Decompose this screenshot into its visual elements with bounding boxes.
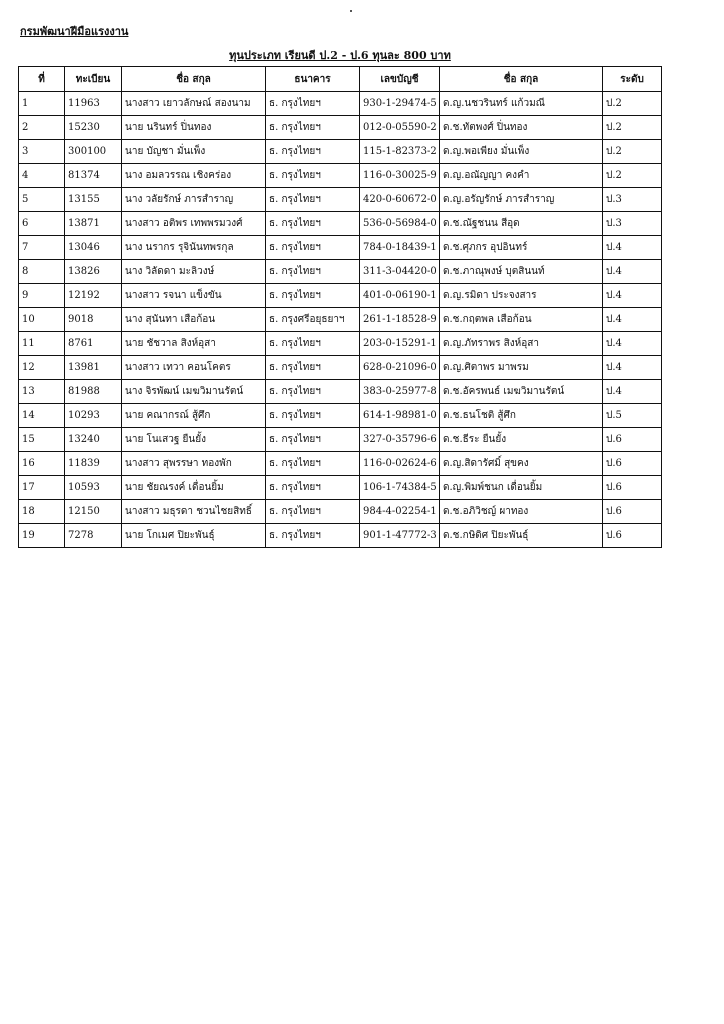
registration-cell: 13826 xyxy=(65,260,122,284)
grade-level-cell: ป.4 xyxy=(603,380,662,404)
registration-cell: 13240 xyxy=(65,428,122,452)
account-number-cell: 784-0-18439-1 xyxy=(360,236,440,260)
student-name-cell: ด.ญ.อรัญรักษ์ ภารสำราญ xyxy=(440,188,603,212)
table-row xyxy=(19,524,662,548)
row-number: 13 xyxy=(19,380,65,404)
account-number-cell: 116-0-30025-9 xyxy=(360,164,440,188)
row-number: 14 xyxy=(19,404,65,428)
bank-cell: ธ. กรุงไทยฯ xyxy=(266,452,360,476)
student-name-cell: ด.ช.กฤตพล เสือก้อน xyxy=(440,308,603,332)
table-row xyxy=(19,260,662,284)
registration-cell: 12150 xyxy=(65,500,122,524)
student-name-cell: ด.ช.ภาณุพงษ์ บุตสินนท์ xyxy=(440,260,603,284)
account-number-cell: 401-0-06190-1 xyxy=(360,284,440,308)
bank-cell: ธ. กรุงไทยฯ xyxy=(266,116,360,140)
student-name-cell: ด.ญ.รมิดา ประจงสาร xyxy=(440,284,603,308)
registration-cell: 10293 xyxy=(65,404,122,428)
student-name-cell: ด.ช.ณัฐชนน สีอุด xyxy=(440,212,603,236)
bank-cell: ธ. กรุงไทยฯ xyxy=(266,284,360,308)
applicant-name-cell: นาง วิลัดดา มะลิวงษ์ xyxy=(122,260,266,284)
applicant-name-cell: นางสาว อติพร เทพพรมวงศ์ xyxy=(122,212,266,236)
applicant-name-cell: นาย โนเสวฐ ยืนยั้ง xyxy=(122,428,266,452)
registration-cell: 13981 xyxy=(65,356,122,380)
registration-cell: 15230 xyxy=(65,116,122,140)
account-number-cell: 203-0-15291-1 xyxy=(360,332,440,356)
row-number: 11 xyxy=(19,332,65,356)
student-name-cell: ด.ญ.พอเพียง มั่นเพ็ง xyxy=(440,140,603,164)
table-row xyxy=(19,92,662,116)
grade-level-cell: ป.4 xyxy=(603,236,662,260)
table-row xyxy=(19,500,662,524)
student-name-cell: ด.ช.ธนโชติ สู้ศึก xyxy=(440,404,603,428)
bank-cell: ธ. กรุงไทยฯ xyxy=(266,188,360,212)
grade-level-cell: ป.3 xyxy=(603,212,662,236)
column-header-student-name: ชื่อ สกุล xyxy=(440,67,603,92)
registration-cell: 8761 xyxy=(65,332,122,356)
bank-cell: ธ. กรุงไทยฯ xyxy=(266,380,360,404)
grade-level-cell: ป.3 xyxy=(603,188,662,212)
applicant-name-cell: นาง นรากร รุจินันทพรกุล xyxy=(122,236,266,260)
bank-cell: ธ. กรุงศรีอยุธยาฯ xyxy=(266,308,360,332)
applicant-name-cell: นาง วลัยรักษ์ ภารสำราญ xyxy=(122,188,266,212)
registration-cell: 13046 xyxy=(65,236,122,260)
table-row xyxy=(19,236,662,260)
grade-level-cell: ป.4 xyxy=(603,308,662,332)
grade-level-cell: ป.6 xyxy=(603,452,662,476)
table-row xyxy=(19,380,662,404)
grade-level-cell: ป.2 xyxy=(603,140,662,164)
applicant-name-cell: นางสาว เทวา คอนโคตร xyxy=(122,356,266,380)
account-number-cell: 115-1-82373-2 xyxy=(360,140,440,164)
grade-level-cell: ป.2 xyxy=(603,116,662,140)
account-number-cell: 420-0-60672-0 xyxy=(360,188,440,212)
account-number-cell: 327-0-35796-6 xyxy=(360,428,440,452)
column-header-bank: ธนาคาร xyxy=(266,67,360,92)
applicant-name-cell: นาง สุนันทา เสือก้อน xyxy=(122,308,266,332)
row-number: 2 xyxy=(19,116,65,140)
table-header-row xyxy=(19,67,662,92)
account-number-cell: 012-0-05590-2 xyxy=(360,116,440,140)
registration-cell: 300100 xyxy=(65,140,122,164)
applicant-name-cell: นาย ชัชวาล สิงห์อุสา xyxy=(122,332,266,356)
account-number-cell: 311-3-04420-0 xyxy=(360,260,440,284)
bank-cell: ธ. กรุงไทยฯ xyxy=(266,236,360,260)
applicant-name-cell: นาย โกเมศ ปิยะพันธุ์ xyxy=(122,524,266,548)
row-number: 17 xyxy=(19,476,65,500)
account-number-cell: 383-0-25977-8 xyxy=(360,380,440,404)
row-number: 18 xyxy=(19,500,65,524)
applicant-name-cell: นาย คณากรณ์ สู้ศึก xyxy=(122,404,266,428)
row-number: 5 xyxy=(19,188,65,212)
registration-cell: 12192 xyxy=(65,284,122,308)
applicant-name-cell: นางสาว สุพรรษา ทองพัก xyxy=(122,452,266,476)
account-number-cell: 901-1-47772-3 xyxy=(360,524,440,548)
applicant-name-cell: นาย ชัยณรงค์ เดื่อนยิ้ม xyxy=(122,476,266,500)
column-header-no: ที่ xyxy=(19,67,65,92)
table-body xyxy=(19,92,662,548)
student-name-cell: ด.ญ.ภัทราพร สิงห์อุสา xyxy=(440,332,603,356)
row-number: 1 xyxy=(19,92,65,116)
table-row xyxy=(19,140,662,164)
grade-level-cell: ป.5 xyxy=(603,404,662,428)
grade-level-cell: ป.6 xyxy=(603,524,662,548)
grade-level-cell: ป.4 xyxy=(603,284,662,308)
grade-level-cell: ป.6 xyxy=(603,428,662,452)
row-number: 12 xyxy=(19,356,65,380)
account-number-cell: 116-0-02624-6 xyxy=(360,452,440,476)
column-header-applicant-name: ชื่อ สกุล xyxy=(122,67,266,92)
applicant-name-cell: นางสาว เยาวลักษณ์ สองนาม xyxy=(122,92,266,116)
table-row xyxy=(19,404,662,428)
table-row xyxy=(19,428,662,452)
account-number-cell: 106-1-74384-5 xyxy=(360,476,440,500)
bank-cell: ธ. กรุงไทยฯ xyxy=(266,524,360,548)
table-row xyxy=(19,188,662,212)
table-row xyxy=(19,452,662,476)
bank-cell: ธ. กรุงไทยฯ xyxy=(266,404,360,428)
scholarship-table xyxy=(18,66,662,548)
table-row xyxy=(19,164,662,188)
applicant-name-cell: นาง อมลวรรณ เชิงคร่อง xyxy=(122,164,266,188)
registration-cell: 13871 xyxy=(65,212,122,236)
grade-level-cell: ป.4 xyxy=(603,332,662,356)
student-name-cell: ด.ช.อภิวิชญ์ ผาทอง xyxy=(440,500,603,524)
registration-cell: 81988 xyxy=(65,380,122,404)
student-name-cell: ด.ญ.ศิตาพร มาพรม xyxy=(440,356,603,380)
row-number: 15 xyxy=(19,428,65,452)
bank-cell: ธ. กรุงไทยฯ xyxy=(266,332,360,356)
bank-cell: ธ. กรุงไทยฯ xyxy=(266,476,360,500)
account-number-cell: 984-4-02254-1 xyxy=(360,500,440,524)
row-number: 9 xyxy=(19,284,65,308)
bank-cell: ธ. กรุงไทยฯ xyxy=(266,428,360,452)
column-header-account-number: เลขบัญชี xyxy=(360,67,440,92)
row-number: 8 xyxy=(19,260,65,284)
registration-cell: 13155 xyxy=(65,188,122,212)
student-name-cell: ด.ญ.อณัญญา คงคำ xyxy=(440,164,603,188)
applicant-name-cell: นางสาว มธุรดา ชวนไชยสิทธิ์ xyxy=(122,500,266,524)
department-heading: กรมพัฒนาฝีมือแรงงาน xyxy=(20,25,129,38)
student-name-cell: ด.ช.ทัตพงศ์ ปิ่นทอง xyxy=(440,116,603,140)
student-name-cell: ด.ญ.สิดารัศมิ์ สุขคง xyxy=(440,452,603,476)
grade-level-cell: ป.4 xyxy=(603,260,662,284)
registration-cell: 11839 xyxy=(65,452,122,476)
row-number: 6 xyxy=(19,212,65,236)
applicant-name-cell: นาย บัญชา มั่นเพ็ง xyxy=(122,140,266,164)
bank-cell: ธ. กรุงไทยฯ xyxy=(266,500,360,524)
grade-level-cell: ป.6 xyxy=(603,476,662,500)
registration-cell: 81374 xyxy=(65,164,122,188)
table-row xyxy=(19,116,662,140)
grade-level-cell: ป.4 xyxy=(603,356,662,380)
row-number: 16 xyxy=(19,452,65,476)
table-row xyxy=(19,284,662,308)
column-header-registration: ทะเบียน xyxy=(65,67,122,92)
row-number: 19 xyxy=(19,524,65,548)
bank-cell: ธ. กรุงไทยฯ xyxy=(266,164,360,188)
grade-level-cell: ป.2 xyxy=(603,164,662,188)
account-number-cell: 614-1-98981-0 xyxy=(360,404,440,428)
student-name-cell: ด.ญ.พิมพ์ชนก เดื่อนยิ้ม xyxy=(440,476,603,500)
account-number-cell: 628-0-21096-0 xyxy=(360,356,440,380)
student-name-cell: ด.ช.ศุภกร อุปอินทร์ xyxy=(440,236,603,260)
table-row xyxy=(19,476,662,500)
account-number-cell: 930-1-29474-5 xyxy=(360,92,440,116)
document-title: ทุนประเภท เรียนดี ป.2 - ป.6 ทุนละ 800 บาท xyxy=(229,49,451,62)
student-name-cell: ด.ช.ธีระ ยืนยั้ง xyxy=(440,428,603,452)
scan-speck xyxy=(350,10,352,12)
table-row xyxy=(19,212,662,236)
grade-level-cell: ป.6 xyxy=(603,500,662,524)
bank-cell: ธ. กรุงไทยฯ xyxy=(266,140,360,164)
table-row xyxy=(19,356,662,380)
applicant-name-cell: นางสาว รจนา แข็งขัน xyxy=(122,284,266,308)
registration-cell: 7278 xyxy=(65,524,122,548)
table-row xyxy=(19,308,662,332)
applicant-name-cell: นาง จิรพัฒน์ เมฆวิมานรัตน์ xyxy=(122,380,266,404)
bank-cell: ธ. กรุงไทยฯ xyxy=(266,212,360,236)
row-number: 7 xyxy=(19,236,65,260)
registration-cell: 9018 xyxy=(65,308,122,332)
student-name-cell: ด.ญ.นชวรินทร์ แก้วมณี xyxy=(440,92,603,116)
bank-cell: ธ. กรุงไทยฯ xyxy=(266,356,360,380)
student-name-cell: ด.ช.กษิดิศ ปิยะพันธุ์ xyxy=(440,524,603,548)
row-number: 3 xyxy=(19,140,65,164)
bank-cell: ธ. กรุงไทยฯ xyxy=(266,92,360,116)
row-number: 4 xyxy=(19,164,65,188)
grade-level-cell: ป.2 xyxy=(603,92,662,116)
registration-cell: 11963 xyxy=(65,92,122,116)
row-number: 10 xyxy=(19,308,65,332)
column-header-grade-level: ระดับ xyxy=(603,67,662,92)
student-name-cell: ด.ช.อัครพนธ์ เมฆวิมานรัตน์ xyxy=(440,380,603,404)
registration-cell: 10593 xyxy=(65,476,122,500)
account-number-cell: 261-1-18528-9 xyxy=(360,308,440,332)
account-number-cell: 536-0-56984-0 xyxy=(360,212,440,236)
applicant-name-cell: นาย นรินทร์ ปิ่นทอง xyxy=(122,116,266,140)
bank-cell: ธ. กรุงไทยฯ xyxy=(266,260,360,284)
table-row xyxy=(19,332,662,356)
